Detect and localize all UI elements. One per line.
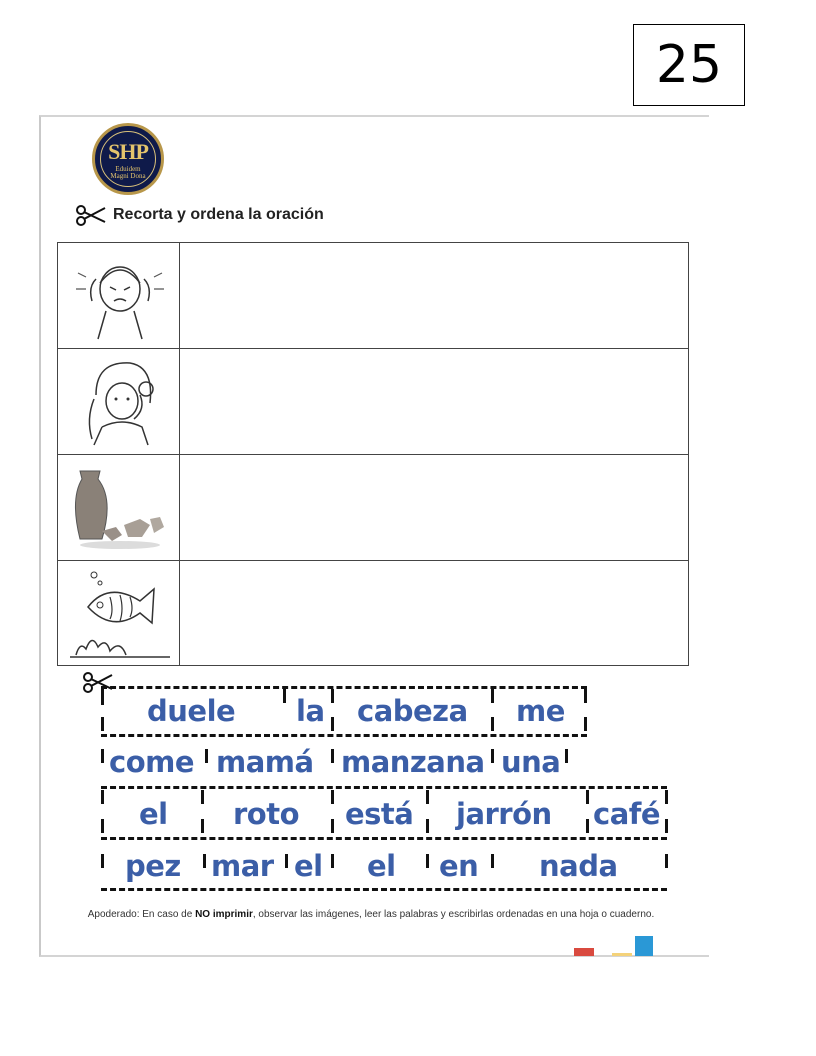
picture-cell (58, 561, 180, 666)
cut-mark (285, 854, 288, 868)
cut-mark (331, 717, 334, 731)
answer-line[interactable] (180, 455, 688, 560)
cut-mark (205, 749, 208, 763)
answer-row (58, 348, 688, 454)
cut-mark (331, 854, 334, 868)
word-card[interactable]: la (296, 694, 325, 728)
cut-line (101, 686, 587, 689)
cut-mark (331, 689, 334, 703)
cut-mark (586, 819, 589, 833)
cut-mark (584, 689, 587, 703)
cut-line (101, 734, 587, 737)
decor-mark (635, 936, 653, 956)
cut-mark (101, 749, 104, 763)
cut-mark (101, 689, 104, 705)
word-card[interactable]: está (345, 797, 414, 831)
cut-mark (426, 854, 429, 868)
cut-mark (201, 790, 204, 804)
cut-mark (331, 790, 334, 804)
logo-monogram: SHP (108, 139, 148, 164)
answer-line[interactable] (180, 561, 688, 666)
cut-mark (101, 717, 104, 731)
word-card[interactable]: pez (125, 849, 181, 883)
cut-mark (331, 749, 334, 763)
word-card[interactable]: nada (539, 849, 618, 883)
word-card[interactable]: en (439, 849, 479, 883)
scissors-icon (75, 203, 107, 227)
word-card[interactable]: café (593, 797, 661, 831)
school-logo (92, 123, 164, 195)
cut-line (101, 837, 667, 840)
page-number-box (633, 24, 745, 106)
page-number: 25 (655, 35, 723, 95)
answer-line[interactable] (180, 243, 688, 348)
word-card[interactable]: cabeza (357, 694, 468, 728)
answer-line[interactable] (180, 349, 688, 454)
cut-mark (283, 689, 286, 703)
decor-mark (612, 953, 632, 956)
word-card[interactable]: mamá (216, 745, 314, 779)
logo-motto: Eduidem Magni Dona (110, 165, 146, 180)
cut-mark (565, 749, 568, 763)
cut-mark (491, 854, 494, 868)
cut-mark (101, 854, 104, 868)
cut-mark (426, 819, 429, 833)
instruction (75, 203, 324, 227)
word-card[interactable]: mar (211, 849, 274, 883)
word-card[interactable]: una (501, 745, 561, 779)
answer-row (58, 560, 688, 666)
cut-mark (665, 854, 668, 868)
answer-table (57, 242, 689, 666)
word-card[interactable]: me (516, 694, 565, 728)
worksheet (39, 115, 709, 957)
cut-mark (584, 717, 587, 731)
cut-mark (491, 717, 494, 731)
word-card[interactable]: jarrón (456, 797, 552, 831)
word-card[interactable]: come (109, 745, 194, 779)
word-card[interactable]: duele (147, 694, 236, 728)
cut-mark (101, 790, 104, 804)
cut-mark (491, 749, 494, 763)
answer-row (58, 454, 688, 560)
word-card[interactable]: manzana (341, 745, 485, 779)
fish-in-sea-icon (66, 567, 174, 659)
cut-mark (586, 790, 589, 804)
word-card[interactable]: el (294, 849, 323, 883)
cut-mark (101, 819, 104, 833)
broken-vase-icon (66, 461, 174, 553)
cut-mark (203, 854, 206, 868)
word-card[interactable]: el (367, 849, 396, 883)
picture-cell (58, 349, 180, 454)
word-card[interactable]: el (139, 797, 168, 831)
cut-mark (491, 689, 494, 703)
cut-mark (331, 819, 334, 833)
cut-mark (426, 790, 429, 804)
picture-cell (58, 455, 180, 560)
instruction-text: Recorta y ordena la oración (113, 206, 324, 223)
cut-mark (665, 790, 668, 804)
cut-mark (201, 819, 204, 833)
girl-eating-apple-icon (66, 355, 174, 447)
cut-line (101, 888, 667, 891)
word-card[interactable]: roto (233, 797, 300, 831)
decor-mark (574, 948, 594, 956)
parent-note: Apoderado: En caso de NO imprimir, observar las imágenes, leer las palabras y escribirlas ordenadas en una hoja o cuaderno. (87, 909, 655, 920)
scissors-icon (82, 670, 114, 694)
cut-line (101, 786, 667, 789)
headache-girl-icon (66, 249, 174, 341)
answer-row (58, 243, 688, 348)
cut-mark (665, 819, 668, 833)
picture-cell (58, 243, 180, 348)
